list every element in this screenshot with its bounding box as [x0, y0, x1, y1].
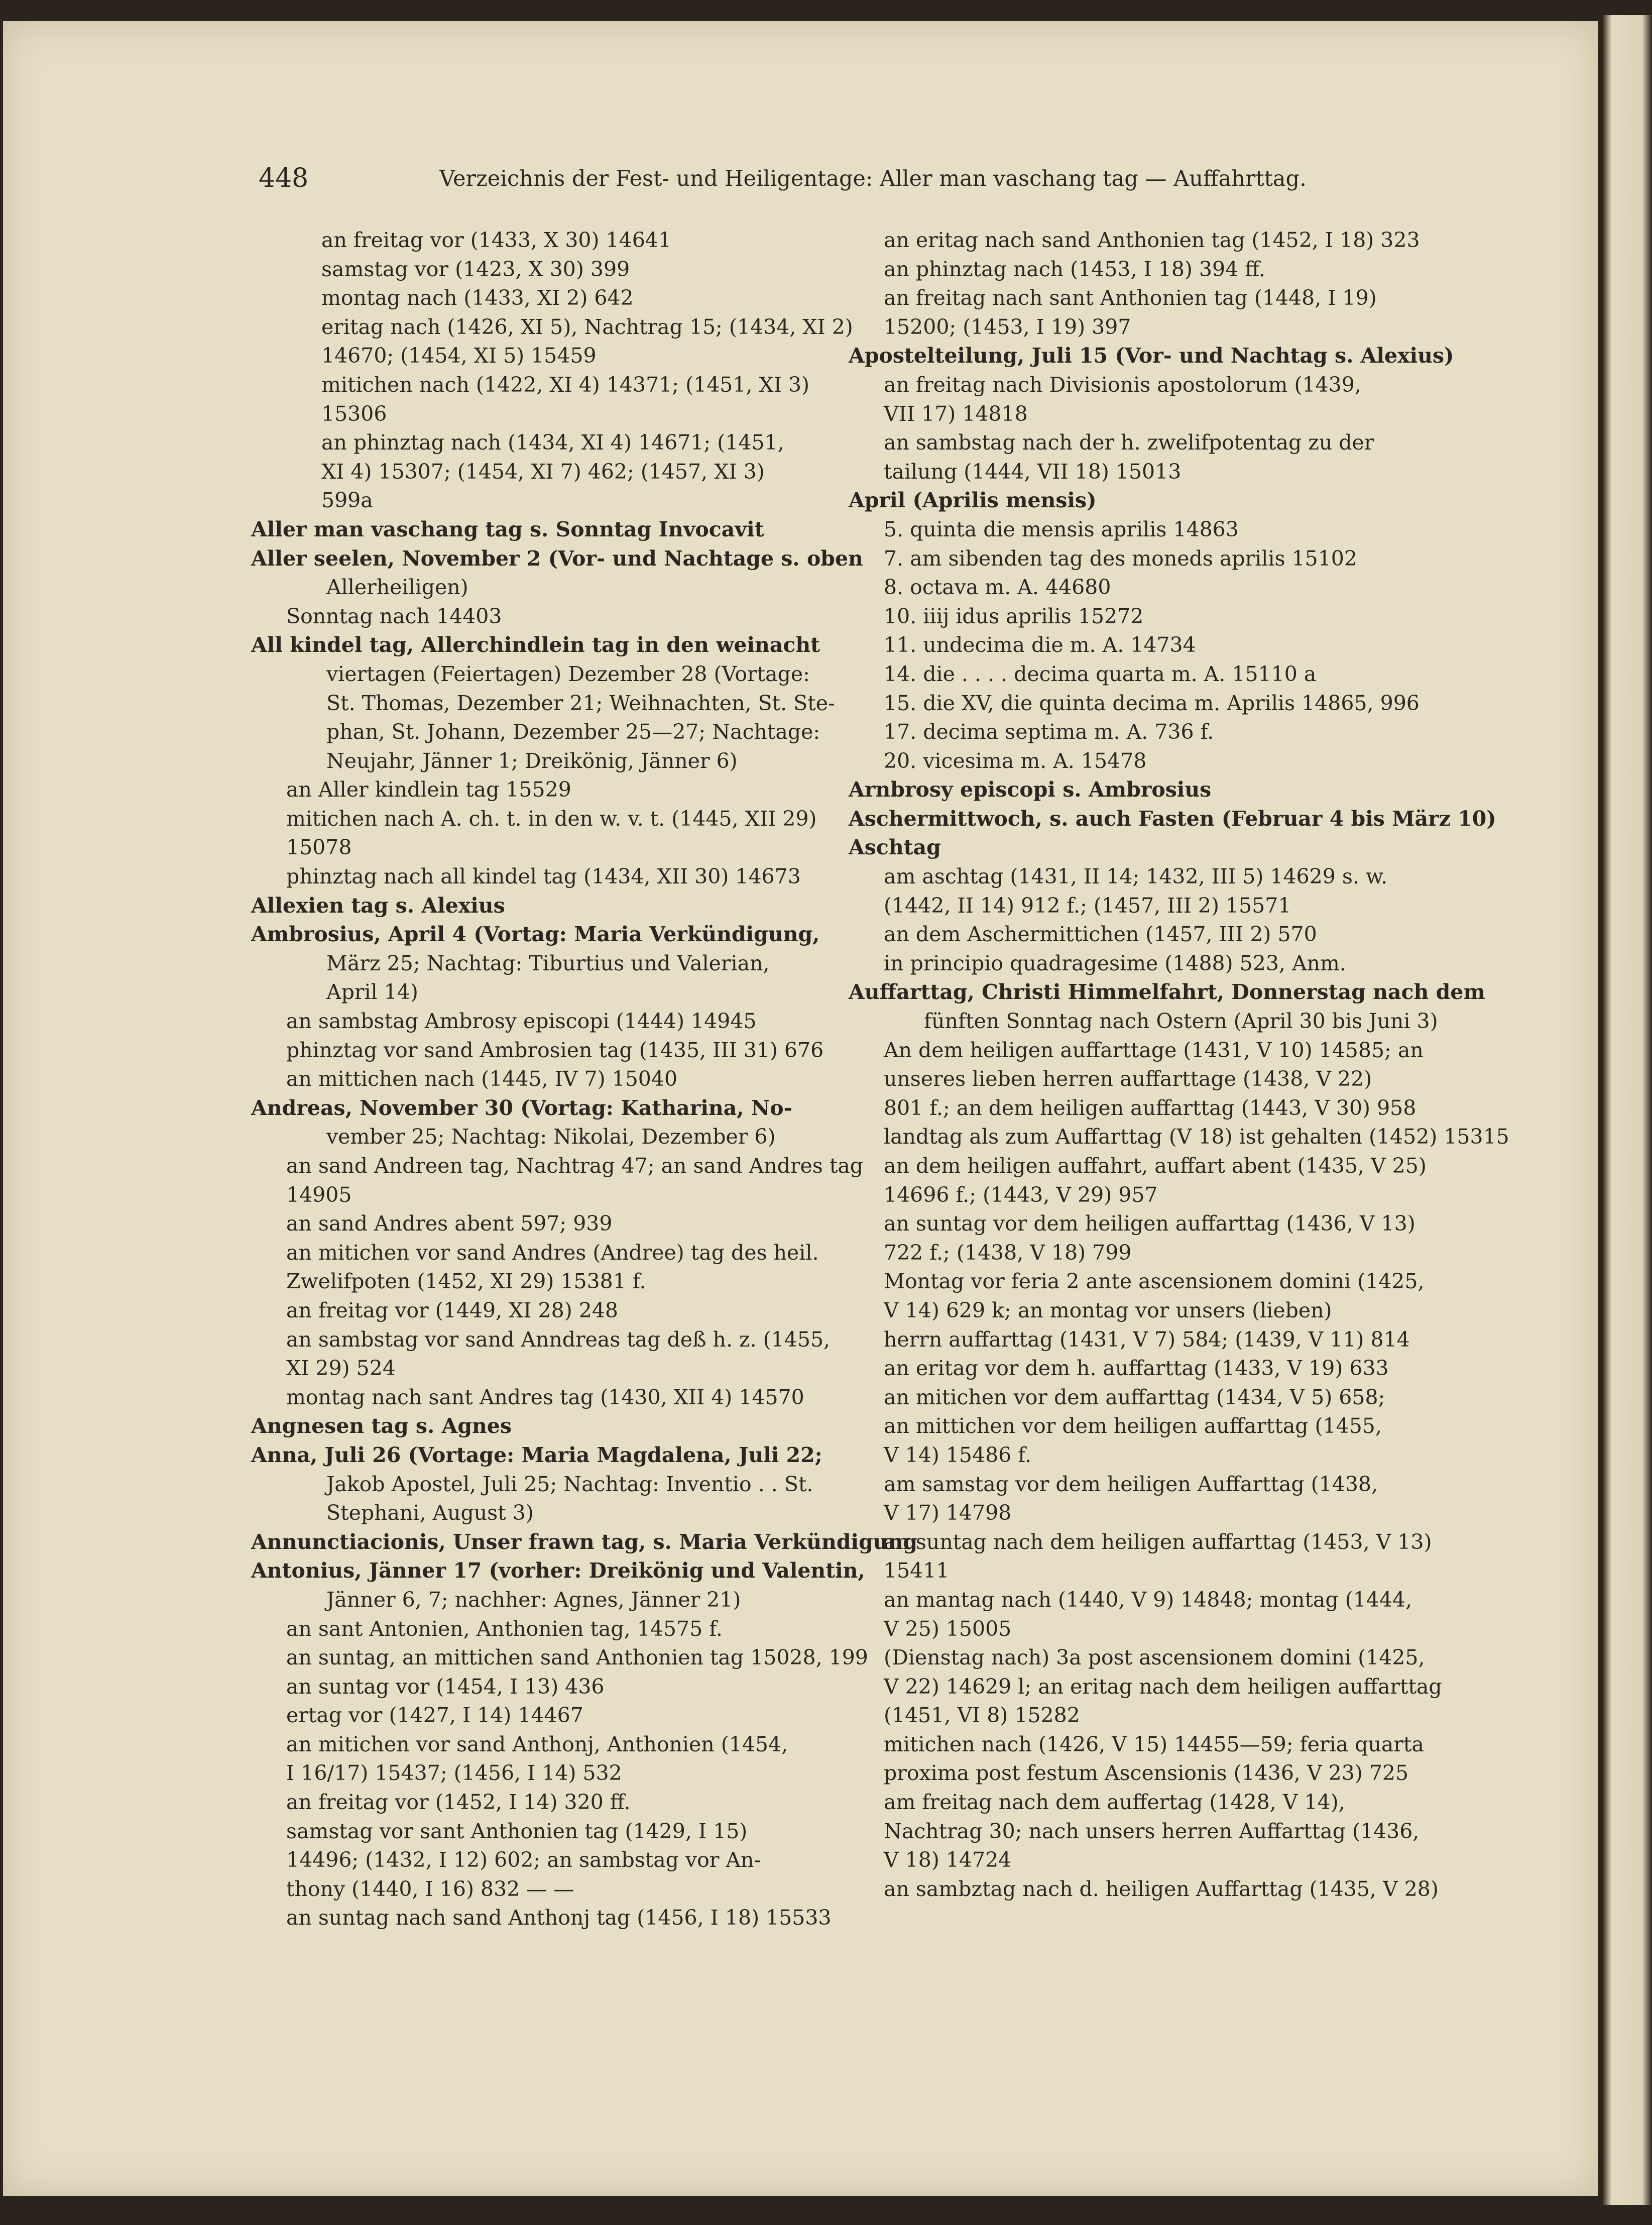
index-line: herrn auffarttag (1431, V 7) 584; (1439, V 11) 814 — [884, 1327, 1410, 1352]
index-line: an Aller kindlein tag 15529 — [286, 777, 571, 802]
index-line: an suntag nach dem heiligen auffarttag (1453, V 13) — [884, 1529, 1432, 1554]
index-line: an dem heiligen auffahrt, auffart abent (1435, V 25) — [884, 1154, 1427, 1178]
index-line: V 25) 15005 — [884, 1616, 1012, 1641]
index-line: fünften Sonntag nach Ostern (April 30 bis Juni 3) — [924, 1009, 1438, 1034]
index-line: an suntag, an mittichen sand Anthonien tag 15028, 199 — [286, 1645, 868, 1670]
index-line: 15200; (1453, I 19) 397 — [884, 314, 1131, 339]
index-line: Jänner 6, 7; nachher: Agnes, Jänner 21) — [326, 1587, 741, 1612]
index-line: mitichen nach (1426, V 15) 14455—59; feria quarta — [884, 1732, 1424, 1756]
index-line: V 14) 15486 f. — [884, 1442, 1032, 1467]
index-line: April 14) — [326, 980, 418, 1005]
index-line: Jakob Apostel, Juli 25; Nachtag: Inventio . . St. — [326, 1472, 813, 1496]
index-line: unseres lieben herren auffarttage (1438, V 22) — [884, 1067, 1372, 1091]
index-line: in principio quadragesime (1488) 523, Anm. — [884, 951, 1346, 975]
index-line: 14696 f.; (1443, V 29) 957 — [884, 1182, 1158, 1207]
index-line: montag nach sant Andres tag (1430, XII 4) 14570 — [286, 1385, 804, 1409]
index-line: an sambstag nach der h. zwelifpotentag zu der — [884, 430, 1374, 455]
index-line: Zwelifpoten (1452, XI 29) 15381 f. — [286, 1269, 646, 1294]
running-title: Verzeichnis der Fest- und Heiligentage: Aller man vaschang tag — Auffahrttag. — [439, 166, 1307, 191]
index-line: an eritag vor dem h. auffarttag (1433, V 19) 633 — [884, 1356, 1389, 1381]
index-line: phinztag nach all kindel tag (1434, XII 30) 14673 — [286, 864, 801, 889]
index-line: V 14) 629 k; an montag vor unsers (lieben) — [884, 1298, 1332, 1322]
index-line: an freitag vor (1433, X 30) 14641 — [321, 228, 671, 252]
index-heading: Apostelteilung, Juli 15 (Vor- und Nachtag s. Alexius) — [849, 344, 1454, 368]
index-line: 8. octava m. A. 44680 — [884, 575, 1111, 600]
index-line: 14670; (1454, XI 5) 15459 — [321, 344, 597, 368]
index-line: am freitag nach dem auffertag (1428, V 14), — [884, 1790, 1345, 1815]
index-line: I 16/17) 15437; (1456, I 14) 532 — [286, 1761, 622, 1786]
index-line: Neujahr, Jänner 1; Dreikönig, Jänner 6) — [326, 748, 738, 773]
index-heading: Ambrosius, April 4 (Vortag: Maria Verkündigung, — [251, 922, 820, 947]
index-heading: Anna, Juli 26 (Vortage: Maria Magdalena, Juli 22; — [251, 1442, 822, 1467]
index-line: an sand Andres abent 597; 939 — [286, 1211, 613, 1236]
index-line: 11. undecima die m. A. 14734 — [884, 633, 1196, 657]
index-line: eritag nach (1426, XI 5), Nachtrag 15; (1434, XI 2) — [321, 314, 853, 339]
index-line: an dem Aschermittichen (1457, III 2) 570 — [884, 922, 1317, 947]
index-line: 14905 — [286, 1182, 352, 1207]
index-line: V 18) 14724 — [884, 1848, 1012, 1872]
index-heading: April (Aprilis mensis) — [849, 488, 1097, 513]
index-line: an sambstag Ambrosy episcopi (1444) 14945 — [286, 1009, 757, 1034]
index-line: an sant Antonien, Anthonien tag, 14575 f. — [286, 1616, 723, 1641]
index-line: 15078 — [286, 835, 352, 860]
index-line: an freitag vor (1452, I 14) 320 ff. — [286, 1790, 631, 1815]
index-line: montag nach (1433, XI 2) 642 — [321, 286, 634, 310]
index-line: an mittichen vor dem heiligen auffarttag (1455, — [884, 1414, 1382, 1438]
index-line: 5. quinta die mensis aprilis 14863 — [884, 517, 1239, 541]
index-line: 20. vicesima m. A. 15478 — [884, 748, 1147, 773]
index-line: März 25; Nachtag: Tiburtius und Valerian, — [326, 951, 770, 975]
index-line: 14. die . . . . decima quarta m. A. 15110 a — [884, 661, 1317, 686]
index-line: (1442, II 14) 912 f.; (1457, III 2) 15571 — [884, 893, 1291, 918]
page-header — [259, 163, 1308, 203]
index-line: proxima post festum Ascensionis (1436, V 23) 725 — [884, 1761, 1409, 1786]
index-heading: Auffarttag, Christi Himmelfahrt, Donnerstag nach dem — [849, 980, 1485, 1005]
index-heading: All kindel tag, Allerchindlein tag in den weinacht — [251, 633, 820, 657]
index-line: am aschtag (1431, II 14; 1432, III 5) 14629 s. w. — [884, 864, 1388, 889]
index-line: an mantag nach (1440, V 9) 14848; montag (1444, — [884, 1587, 1412, 1612]
index-line: XI 29) 524 — [286, 1356, 396, 1381]
index-line: an freitag vor (1449, XI 28) 248 — [286, 1298, 618, 1322]
index-line: viertagen (Feiertagen) Dezember 28 (Vortage: — [326, 661, 810, 686]
index-line: V 17) 14798 — [884, 1501, 1012, 1525]
index-line: (1451, VI 8) 15282 — [884, 1703, 1080, 1728]
index-heading: Allexien tag s. Alexius — [251, 893, 505, 918]
index-line: vember 25; Nachtag: Nikolai, Dezember 6) — [326, 1125, 776, 1149]
index-line: 15. die XV, die quinta decima m. Aprilis 14865, 996 — [884, 691, 1420, 715]
page-edge — [1603, 15, 1652, 2205]
index-line: ertag vor (1427, I 14) 14467 — [286, 1703, 583, 1728]
index-line: an eritag nach sand Anthonien tag (1452, I 18) 323 — [884, 228, 1420, 252]
index-line: Sonntag nach 14403 — [286, 604, 502, 628]
index-line: (Dienstag nach) 3a post ascensionem domini (1425, — [884, 1645, 1425, 1670]
index-line: an mitichen vor sand Andres (Andree) tag des heil. — [286, 1240, 819, 1265]
index-line: an mitichen vor sand Anthonj, Anthonien (1454, — [286, 1732, 788, 1756]
index-line: an suntag nach sand Anthonj tag (1456, I 18) 15533 — [286, 1906, 832, 1930]
page-number: 448 — [259, 163, 309, 193]
index-line: an phinztag nach (1453, I 18) 394 ff. — [884, 257, 1265, 281]
index-heading: Aschermittwoch, s. auch Fasten (Februar 4 bis März 10) — [849, 806, 1496, 831]
index-line: phinztag vor sand Ambrosien tag (1435, III 31) 676 — [286, 1038, 824, 1062]
index-line: 15411 — [884, 1559, 950, 1583]
index-heading: Andreas, November 30 (Vortag: Katharina, No- — [251, 1095, 792, 1120]
index-line: mitichen nach (1422, XI 4) 14371; (1451, XI 3) — [321, 372, 810, 397]
index-line: Montag vor feria 2 ante ascensionem domini (1425, — [884, 1269, 1425, 1294]
index-line: phan, St. Johann, Dezember 25—27; Nachtage: — [326, 720, 820, 744]
index-line: an phinztag nach (1434, XI 4) 14671; (1451, — [321, 430, 784, 455]
index-heading: Antonius, Jänner 17 (vorher: Dreikönig und Valentin, — [251, 1559, 865, 1583]
index-line: landtag als zum Auffarttag (V 18) ist gehalten (1452) 15315 — [884, 1125, 1509, 1149]
index-line: samstag vor (1423, X 30) 399 — [321, 257, 630, 281]
index-line: an suntag vor (1454, I 13) 436 — [286, 1674, 605, 1699]
index-heading: Aschtag — [849, 835, 941, 860]
index-line: tailung (1444, VII 18) 15013 — [884, 459, 1182, 484]
index-line: an mittichen nach (1445, IV 7) 15040 — [286, 1067, 678, 1091]
index-line: 15306 — [321, 401, 387, 426]
index-line: XI 4) 15307; (1454, XI 7) 462; (1457, XI 3) — [321, 459, 765, 484]
index-line: Stephani, August 3) — [326, 1501, 534, 1525]
index-line: am samstag vor dem heiligen Auffarttag (1438, — [884, 1472, 1378, 1496]
index-line: 17. decima septima m. A. 736 f. — [884, 720, 1214, 744]
index-line: 722 f.; (1438, V 18) 799 — [884, 1240, 1132, 1265]
index-line: 801 f.; an dem heiligen auffarttag (1443, V 30) 958 — [884, 1095, 1417, 1120]
index-heading: Aller man vaschang tag s. Sonntag Invocavit — [251, 517, 764, 541]
index-line: an mitichen vor dem auffarttag (1434, V 5) 658; — [884, 1385, 1385, 1409]
index-line: an sand Andreen tag, Nachtrag 47; an sand Andres tag — [286, 1154, 864, 1178]
index-line: an suntag vor dem heiligen auffarttag (1436, V 13) — [884, 1211, 1415, 1236]
index-line: St. Thomas, Dezember 21; Weihnachten, St. Ste- — [326, 691, 835, 715]
index-line: V 22) 14629 l; an eritag nach dem heiligen auffarttag — [884, 1674, 1442, 1699]
index-line: an freitag nach Divisionis apostolorum (1439, — [884, 372, 1361, 397]
index-line: An dem heiligen auffarttage (1431, V 10) 14585; an — [884, 1038, 1424, 1062]
index-line: an sambstag vor sand Anndreas tag deß h. z. (1455, — [286, 1327, 831, 1352]
index-line: samstag vor sant Anthonien tag (1429, I 15) — [286, 1819, 748, 1843]
index-line: 10. iiij idus aprilis 15272 — [884, 604, 1144, 628]
index-heading: Aller seelen, November 2 (Vor- und Nachtage s. oben — [251, 546, 863, 571]
right-column — [849, 226, 1509, 1904]
index-line: thony (1440, I 16) 832 — — — [286, 1876, 574, 1901]
index-heading: Arnbrosy episcopi s. Ambrosius — [849, 777, 1212, 802]
index-line: 14496; (1432, I 12) 602; an sambstag vor An- — [286, 1848, 761, 1872]
index-line: mitichen nach A. ch. t. in den w. v. t. (1445, XII 29) — [286, 806, 817, 831]
index-heading: Annunctiacionis, Unser frawn tag, s. Maria Verkündigung — [251, 1529, 918, 1554]
index-line: 599a — [321, 488, 373, 513]
index-line: Allerheiligen) — [326, 575, 468, 600]
index-line: an freitag nach sant Anthonien tag (1448, I 19) — [884, 286, 1377, 310]
index-line: VII 17) 14818 — [884, 401, 1028, 426]
index-line: Nachtrag 30; nach unsers herren Auffarttag (1436, — [884, 1819, 1420, 1843]
index-heading: Angnesen tag s. Agnes — [251, 1414, 512, 1438]
index-line: 7. am sibenden tag des moneds aprilis 15102 — [884, 546, 1357, 571]
index-line: an sambztag nach d. heiligen Auffarttag (1435, V 28) — [884, 1876, 1439, 1901]
